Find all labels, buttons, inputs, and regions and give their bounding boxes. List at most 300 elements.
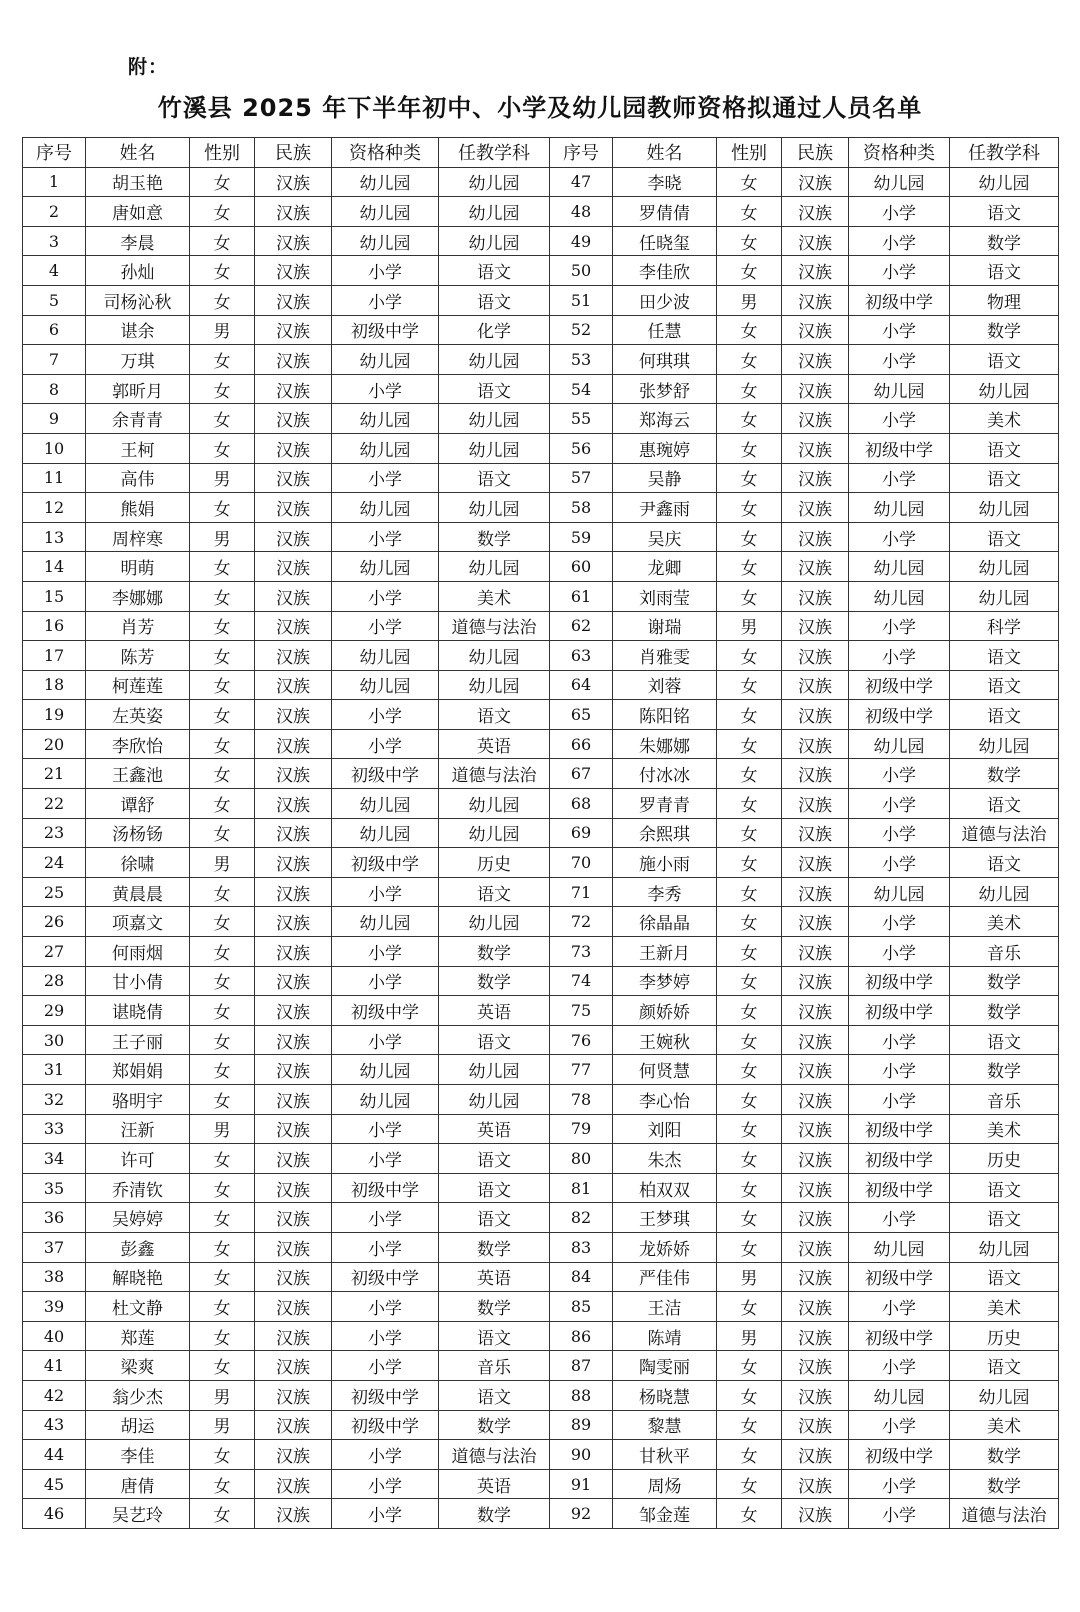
cell-qualification-type: 小学 [332, 700, 439, 730]
cell-seq: 59 [550, 522, 613, 552]
cell-subject: 语文 [439, 1321, 550, 1351]
cell-gender: 女 [717, 1085, 782, 1115]
cell-subject: 美术 [950, 1292, 1059, 1322]
cell-seq: 89 [550, 1410, 613, 1440]
cell-name: 徐啸 [86, 848, 190, 878]
teacher-roster-table [22, 137, 1059, 1529]
cell-ethnicity: 汉族 [255, 700, 332, 730]
cell-ethnicity: 汉族 [782, 1351, 849, 1381]
cell-name: 朱娜娜 [613, 729, 717, 759]
cell-subject: 幼儿园 [439, 167, 550, 197]
cell-name: 乔清钦 [86, 1173, 190, 1203]
header-seq-right: 序号 [550, 138, 613, 168]
table-row [23, 1144, 1059, 1174]
cell-subject: 幼儿园 [950, 374, 1059, 404]
cell-qualification-type: 幼儿园 [849, 729, 950, 759]
cell-subject: 幼儿园 [439, 345, 550, 375]
cell-seq: 69 [550, 818, 613, 848]
cell-seq: 53 [550, 345, 613, 375]
cell-name: 梁爽 [86, 1351, 190, 1381]
cell-subject: 数学 [439, 937, 550, 967]
cell-ethnicity: 汉族 [782, 848, 849, 878]
cell-name: 谌余 [86, 315, 190, 345]
table-row [23, 256, 1059, 286]
cell-gender: 女 [717, 759, 782, 789]
cell-ethnicity: 汉族 [255, 1469, 332, 1499]
cell-seq: 3 [23, 226, 86, 256]
cell-seq: 39 [23, 1292, 86, 1322]
cell-qualification-type: 初级中学 [332, 759, 439, 789]
table-row [23, 611, 1059, 641]
cell-name: 郑海云 [613, 404, 717, 434]
cell-ethnicity: 汉族 [255, 729, 332, 759]
cell-gender: 女 [717, 463, 782, 493]
cell-ethnicity: 汉族 [255, 818, 332, 848]
cell-name: 胡运 [86, 1410, 190, 1440]
cell-subject: 英语 [439, 1114, 550, 1144]
cell-name: 杨晓慧 [613, 1380, 717, 1410]
cell-gender: 女 [190, 1321, 255, 1351]
cell-subject: 数学 [950, 1469, 1059, 1499]
cell-subject: 数学 [439, 1292, 550, 1322]
cell-qualification-type: 幼儿园 [332, 1085, 439, 1115]
cell-gender: 女 [717, 226, 782, 256]
cell-gender: 女 [717, 729, 782, 759]
cell-seq: 79 [550, 1114, 613, 1144]
cell-gender: 女 [717, 1292, 782, 1322]
cell-subject: 历史 [950, 1321, 1059, 1351]
cell-subject: 幼儿园 [439, 641, 550, 671]
cell-name: 何贤慧 [613, 1055, 717, 1085]
cell-seq: 72 [550, 907, 613, 937]
annex-label: 附： [128, 56, 169, 78]
cell-subject: 数学 [950, 966, 1059, 996]
cell-subject: 语文 [950, 1262, 1059, 1292]
cell-qualification-type: 幼儿园 [849, 493, 950, 523]
cell-seq: 86 [550, 1321, 613, 1351]
cell-ethnicity: 汉族 [255, 1085, 332, 1115]
cell-ethnicity: 汉族 [782, 1144, 849, 1174]
header-gender-left: 性别 [190, 138, 255, 168]
cell-gender: 女 [717, 818, 782, 848]
cell-subject: 数学 [950, 759, 1059, 789]
table-row [23, 1292, 1059, 1322]
cell-gender: 男 [190, 463, 255, 493]
cell-seq: 70 [550, 848, 613, 878]
cell-ethnicity: 汉族 [782, 1440, 849, 1470]
cell-gender: 女 [190, 345, 255, 375]
cell-gender: 男 [717, 1262, 782, 1292]
cell-ethnicity: 汉族 [255, 670, 332, 700]
table-row [23, 345, 1059, 375]
cell-ethnicity: 汉族 [255, 285, 332, 315]
cell-seq: 92 [550, 1499, 613, 1529]
table-header-row [23, 138, 1059, 168]
cell-gender: 女 [717, 345, 782, 375]
cell-gender: 女 [190, 1232, 255, 1262]
cell-qualification-type: 初级中学 [849, 1262, 950, 1292]
cell-gender: 女 [717, 522, 782, 552]
cell-gender: 女 [717, 966, 782, 996]
cell-name: 严佳伟 [613, 1262, 717, 1292]
cell-seq: 61 [550, 581, 613, 611]
cell-subject: 道德与法治 [439, 611, 550, 641]
cell-qualification-type: 小学 [332, 1292, 439, 1322]
header-gender-right: 性别 [717, 138, 782, 168]
cell-gender: 女 [190, 1144, 255, 1174]
table-row [23, 1055, 1059, 1085]
cell-qualification-type: 初级中学 [849, 966, 950, 996]
header-seq-left: 序号 [23, 138, 86, 168]
cell-ethnicity: 汉族 [255, 522, 332, 552]
cell-ethnicity: 汉族 [255, 433, 332, 463]
cell-seq: 73 [550, 937, 613, 967]
cell-subject: 语文 [950, 463, 1059, 493]
cell-gender: 女 [190, 937, 255, 967]
table-row [23, 226, 1059, 256]
cell-seq: 2 [23, 197, 86, 227]
table-row [23, 700, 1059, 730]
cell-qualification-type: 小学 [849, 611, 950, 641]
cell-seq: 50 [550, 256, 613, 286]
cell-subject: 幼儿园 [439, 493, 550, 523]
cell-name: 王柯 [86, 433, 190, 463]
cell-seq: 6 [23, 315, 86, 345]
cell-name: 何琪琪 [613, 345, 717, 375]
table-row [23, 907, 1059, 937]
header-name-left: 姓名 [86, 138, 190, 168]
cell-ethnicity: 汉族 [255, 1321, 332, 1351]
cell-ethnicity: 汉族 [782, 1469, 849, 1499]
cell-qualification-type: 幼儿园 [849, 1380, 950, 1410]
cell-subject: 数学 [439, 1410, 550, 1440]
table-row [23, 463, 1059, 493]
cell-name: 谌晓倩 [86, 996, 190, 1026]
cell-qualification-type: 小学 [332, 463, 439, 493]
cell-name: 付冰冰 [613, 759, 717, 789]
cell-subject: 语文 [950, 522, 1059, 552]
cell-gender: 男 [190, 1114, 255, 1144]
cell-gender: 女 [717, 789, 782, 819]
cell-qualification-type: 小学 [849, 818, 950, 848]
cell-subject: 道德与法治 [439, 759, 550, 789]
cell-gender: 女 [190, 552, 255, 582]
cell-name: 王鑫池 [86, 759, 190, 789]
cell-ethnicity: 汉族 [255, 789, 332, 819]
cell-name: 项嘉文 [86, 907, 190, 937]
cell-ethnicity: 汉族 [255, 226, 332, 256]
cell-seq: 10 [23, 433, 86, 463]
cell-subject: 幼儿园 [439, 1055, 550, 1085]
cell-qualification-type: 幼儿园 [849, 552, 950, 582]
cell-gender: 女 [717, 877, 782, 907]
cell-qualification-type: 小学 [849, 463, 950, 493]
cell-ethnicity: 汉族 [782, 937, 849, 967]
cell-gender: 女 [190, 729, 255, 759]
cell-subject: 幼儿园 [439, 818, 550, 848]
cell-ethnicity: 汉族 [255, 1055, 332, 1085]
cell-gender: 女 [190, 759, 255, 789]
cell-gender: 女 [190, 167, 255, 197]
cell-name: 柏双双 [613, 1173, 717, 1203]
cell-ethnicity: 汉族 [255, 759, 332, 789]
cell-qualification-type: 小学 [849, 848, 950, 878]
cell-ethnicity: 汉族 [782, 759, 849, 789]
cell-seq: 90 [550, 1440, 613, 1470]
cell-name: 郭昕月 [86, 374, 190, 404]
cell-seq: 48 [550, 197, 613, 227]
cell-name: 吴艺玲 [86, 1499, 190, 1529]
cell-gender: 女 [717, 493, 782, 523]
table-row [23, 1469, 1059, 1499]
cell-ethnicity: 汉族 [255, 315, 332, 345]
cell-seq: 57 [550, 463, 613, 493]
cell-seq: 64 [550, 670, 613, 700]
cell-qualification-type: 小学 [332, 1321, 439, 1351]
cell-subject: 幼儿园 [439, 197, 550, 227]
cell-subject: 数学 [439, 966, 550, 996]
table-row [23, 1380, 1059, 1410]
cell-subject: 音乐 [950, 937, 1059, 967]
cell-ethnicity: 汉族 [255, 1025, 332, 1055]
table-row [23, 581, 1059, 611]
cell-subject: 语文 [439, 1144, 550, 1174]
cell-gender: 女 [190, 1499, 255, 1529]
cell-ethnicity: 汉族 [255, 1440, 332, 1470]
cell-name: 唐倩 [86, 1469, 190, 1499]
cell-subject: 语文 [439, 700, 550, 730]
cell-subject: 数学 [950, 1440, 1059, 1470]
cell-qualification-type: 小学 [849, 1499, 950, 1529]
cell-gender: 女 [190, 818, 255, 848]
cell-gender: 女 [190, 1085, 255, 1115]
cell-seq: 78 [550, 1085, 613, 1115]
cell-gender: 女 [190, 1469, 255, 1499]
cell-subject: 语文 [950, 256, 1059, 286]
cell-gender: 女 [717, 1499, 782, 1529]
cell-ethnicity: 汉族 [782, 433, 849, 463]
cell-gender: 女 [717, 552, 782, 582]
cell-ethnicity: 汉族 [255, 1144, 332, 1174]
cell-gender: 女 [717, 1351, 782, 1381]
cell-gender: 女 [190, 433, 255, 463]
cell-qualification-type: 小学 [849, 789, 950, 819]
cell-seq: 52 [550, 315, 613, 345]
cell-seq: 33 [23, 1114, 86, 1144]
cell-name: 惠琬婷 [613, 433, 717, 463]
cell-ethnicity: 汉族 [782, 1410, 849, 1440]
cell-seq: 87 [550, 1351, 613, 1381]
cell-seq: 91 [550, 1469, 613, 1499]
cell-gender: 女 [717, 1173, 782, 1203]
cell-seq: 1 [23, 167, 86, 197]
cell-gender: 女 [717, 404, 782, 434]
cell-qualification-type: 小学 [332, 285, 439, 315]
cell-name: 罗倩倩 [613, 197, 717, 227]
cell-name: 左英姿 [86, 700, 190, 730]
cell-gender: 男 [717, 285, 782, 315]
cell-qualification-type: 初级中学 [849, 1173, 950, 1203]
cell-ethnicity: 汉族 [782, 404, 849, 434]
cell-ethnicity: 汉族 [782, 670, 849, 700]
table-row [23, 996, 1059, 1026]
cell-seq: 27 [23, 937, 86, 967]
cell-qualification-type: 初级中学 [849, 1321, 950, 1351]
cell-name: 司杨沁秋 [86, 285, 190, 315]
cell-name: 甘小倩 [86, 966, 190, 996]
cell-subject: 科学 [950, 611, 1059, 641]
cell-name: 王梦琪 [613, 1203, 717, 1233]
table-body [23, 167, 1059, 1528]
table-row [23, 315, 1059, 345]
cell-seq: 76 [550, 1025, 613, 1055]
cell-gender: 女 [717, 641, 782, 671]
cell-name: 郑莲 [86, 1321, 190, 1351]
cell-name: 田少波 [613, 285, 717, 315]
cell-name: 李秀 [613, 877, 717, 907]
cell-seq: 7 [23, 345, 86, 375]
cell-ethnicity: 汉族 [782, 729, 849, 759]
cell-qualification-type: 初级中学 [849, 1440, 950, 1470]
cell-seq: 25 [23, 877, 86, 907]
cell-qualification-type: 小学 [849, 256, 950, 286]
cell-seq: 30 [23, 1025, 86, 1055]
cell-qualification-type: 幼儿园 [332, 789, 439, 819]
cell-subject: 英语 [439, 996, 550, 1026]
cell-seq: 88 [550, 1380, 613, 1410]
cell-name: 吴婷婷 [86, 1203, 190, 1233]
cell-seq: 9 [23, 404, 86, 434]
cell-gender: 男 [190, 1380, 255, 1410]
cell-gender: 女 [190, 1262, 255, 1292]
table-row [23, 404, 1059, 434]
cell-name: 李晓 [613, 167, 717, 197]
header-name-right: 姓名 [613, 138, 717, 168]
cell-seq: 49 [550, 226, 613, 256]
cell-name: 李心怡 [613, 1085, 717, 1115]
cell-seq: 44 [23, 1440, 86, 1470]
cell-gender: 女 [190, 641, 255, 671]
cell-seq: 65 [550, 700, 613, 730]
cell-gender: 女 [717, 1380, 782, 1410]
cell-ethnicity: 汉族 [782, 197, 849, 227]
cell-qualification-type: 初级中学 [849, 433, 950, 463]
cell-qualification-type: 初级中学 [849, 1144, 950, 1174]
cell-seq: 54 [550, 374, 613, 404]
cell-subject: 美术 [950, 404, 1059, 434]
cell-gender: 女 [717, 700, 782, 730]
cell-gender: 女 [190, 374, 255, 404]
cell-ethnicity: 汉族 [255, 404, 332, 434]
cell-seq: 18 [23, 670, 86, 700]
cell-ethnicity: 汉族 [782, 581, 849, 611]
cell-qualification-type: 幼儿园 [332, 1055, 439, 1085]
cell-gender: 女 [190, 1203, 255, 1233]
table-row [23, 818, 1059, 848]
cell-qualification-type: 幼儿园 [849, 374, 950, 404]
cell-seq: 56 [550, 433, 613, 463]
cell-name: 陈芳 [86, 641, 190, 671]
cell-qualification-type: 小学 [332, 1025, 439, 1055]
cell-subject: 幼儿园 [950, 1232, 1059, 1262]
cell-ethnicity: 汉族 [782, 493, 849, 523]
cell-qualification-type: 幼儿园 [332, 818, 439, 848]
cell-subject: 幼儿园 [950, 877, 1059, 907]
table-row [23, 285, 1059, 315]
cell-gender: 女 [190, 404, 255, 434]
cell-name: 周炀 [613, 1469, 717, 1499]
cell-subject: 幼儿园 [439, 404, 550, 434]
cell-qualification-type: 幼儿园 [332, 197, 439, 227]
cell-subject: 语文 [950, 345, 1059, 375]
cell-name: 李佳欣 [613, 256, 717, 286]
table-row [23, 848, 1059, 878]
table-row [23, 522, 1059, 552]
header-ethnicity-right: 民族 [782, 138, 849, 168]
table-row [23, 937, 1059, 967]
cell-qualification-type: 幼儿园 [332, 226, 439, 256]
cell-ethnicity: 汉族 [255, 463, 332, 493]
cell-qualification-type: 小学 [332, 877, 439, 907]
cell-qualification-type: 小学 [849, 197, 950, 227]
cell-name: 甘秋平 [613, 1440, 717, 1470]
cell-gender: 女 [190, 966, 255, 996]
cell-name: 解晓艳 [86, 1262, 190, 1292]
cell-seq: 67 [550, 759, 613, 789]
cell-subject: 语文 [950, 700, 1059, 730]
cell-qualification-type: 小学 [849, 1469, 950, 1499]
cell-seq: 55 [550, 404, 613, 434]
cell-gender: 女 [190, 1055, 255, 1085]
table-row [23, 1203, 1059, 1233]
cell-qualification-type: 幼儿园 [332, 493, 439, 523]
cell-ethnicity: 汉族 [782, 1085, 849, 1115]
cell-subject: 幼儿园 [950, 167, 1059, 197]
cell-seq: 42 [23, 1380, 86, 1410]
cell-ethnicity: 汉族 [782, 789, 849, 819]
cell-subject: 美术 [950, 1410, 1059, 1440]
table-row [23, 670, 1059, 700]
cell-subject: 语文 [439, 285, 550, 315]
cell-subject: 语文 [950, 789, 1059, 819]
cell-qualification-type: 小学 [332, 1232, 439, 1262]
cell-gender: 女 [717, 937, 782, 967]
cell-subject: 幼儿园 [950, 1380, 1059, 1410]
cell-qualification-type: 小学 [332, 1144, 439, 1174]
cell-name: 唐如意 [86, 197, 190, 227]
cell-qualification-type: 幼儿园 [332, 641, 439, 671]
cell-seq: 63 [550, 641, 613, 671]
cell-seq: 16 [23, 611, 86, 641]
cell-gender: 女 [717, 1203, 782, 1233]
cell-qualification-type: 小学 [849, 522, 950, 552]
cell-ethnicity: 汉族 [782, 552, 849, 582]
cell-qualification-type: 小学 [849, 315, 950, 345]
cell-seq: 23 [23, 818, 86, 848]
cell-gender: 女 [190, 581, 255, 611]
cell-name: 余青青 [86, 404, 190, 434]
cell-gender: 男 [190, 848, 255, 878]
cell-ethnicity: 汉族 [255, 1410, 332, 1440]
cell-ethnicity: 汉族 [782, 611, 849, 641]
table-row [23, 1262, 1059, 1292]
cell-seq: 8 [23, 374, 86, 404]
cell-qualification-type: 小学 [849, 641, 950, 671]
cell-ethnicity: 汉族 [255, 1292, 332, 1322]
cell-qualification-type: 幼儿园 [332, 345, 439, 375]
cell-subject: 幼儿园 [439, 670, 550, 700]
cell-name: 任晓玺 [613, 226, 717, 256]
